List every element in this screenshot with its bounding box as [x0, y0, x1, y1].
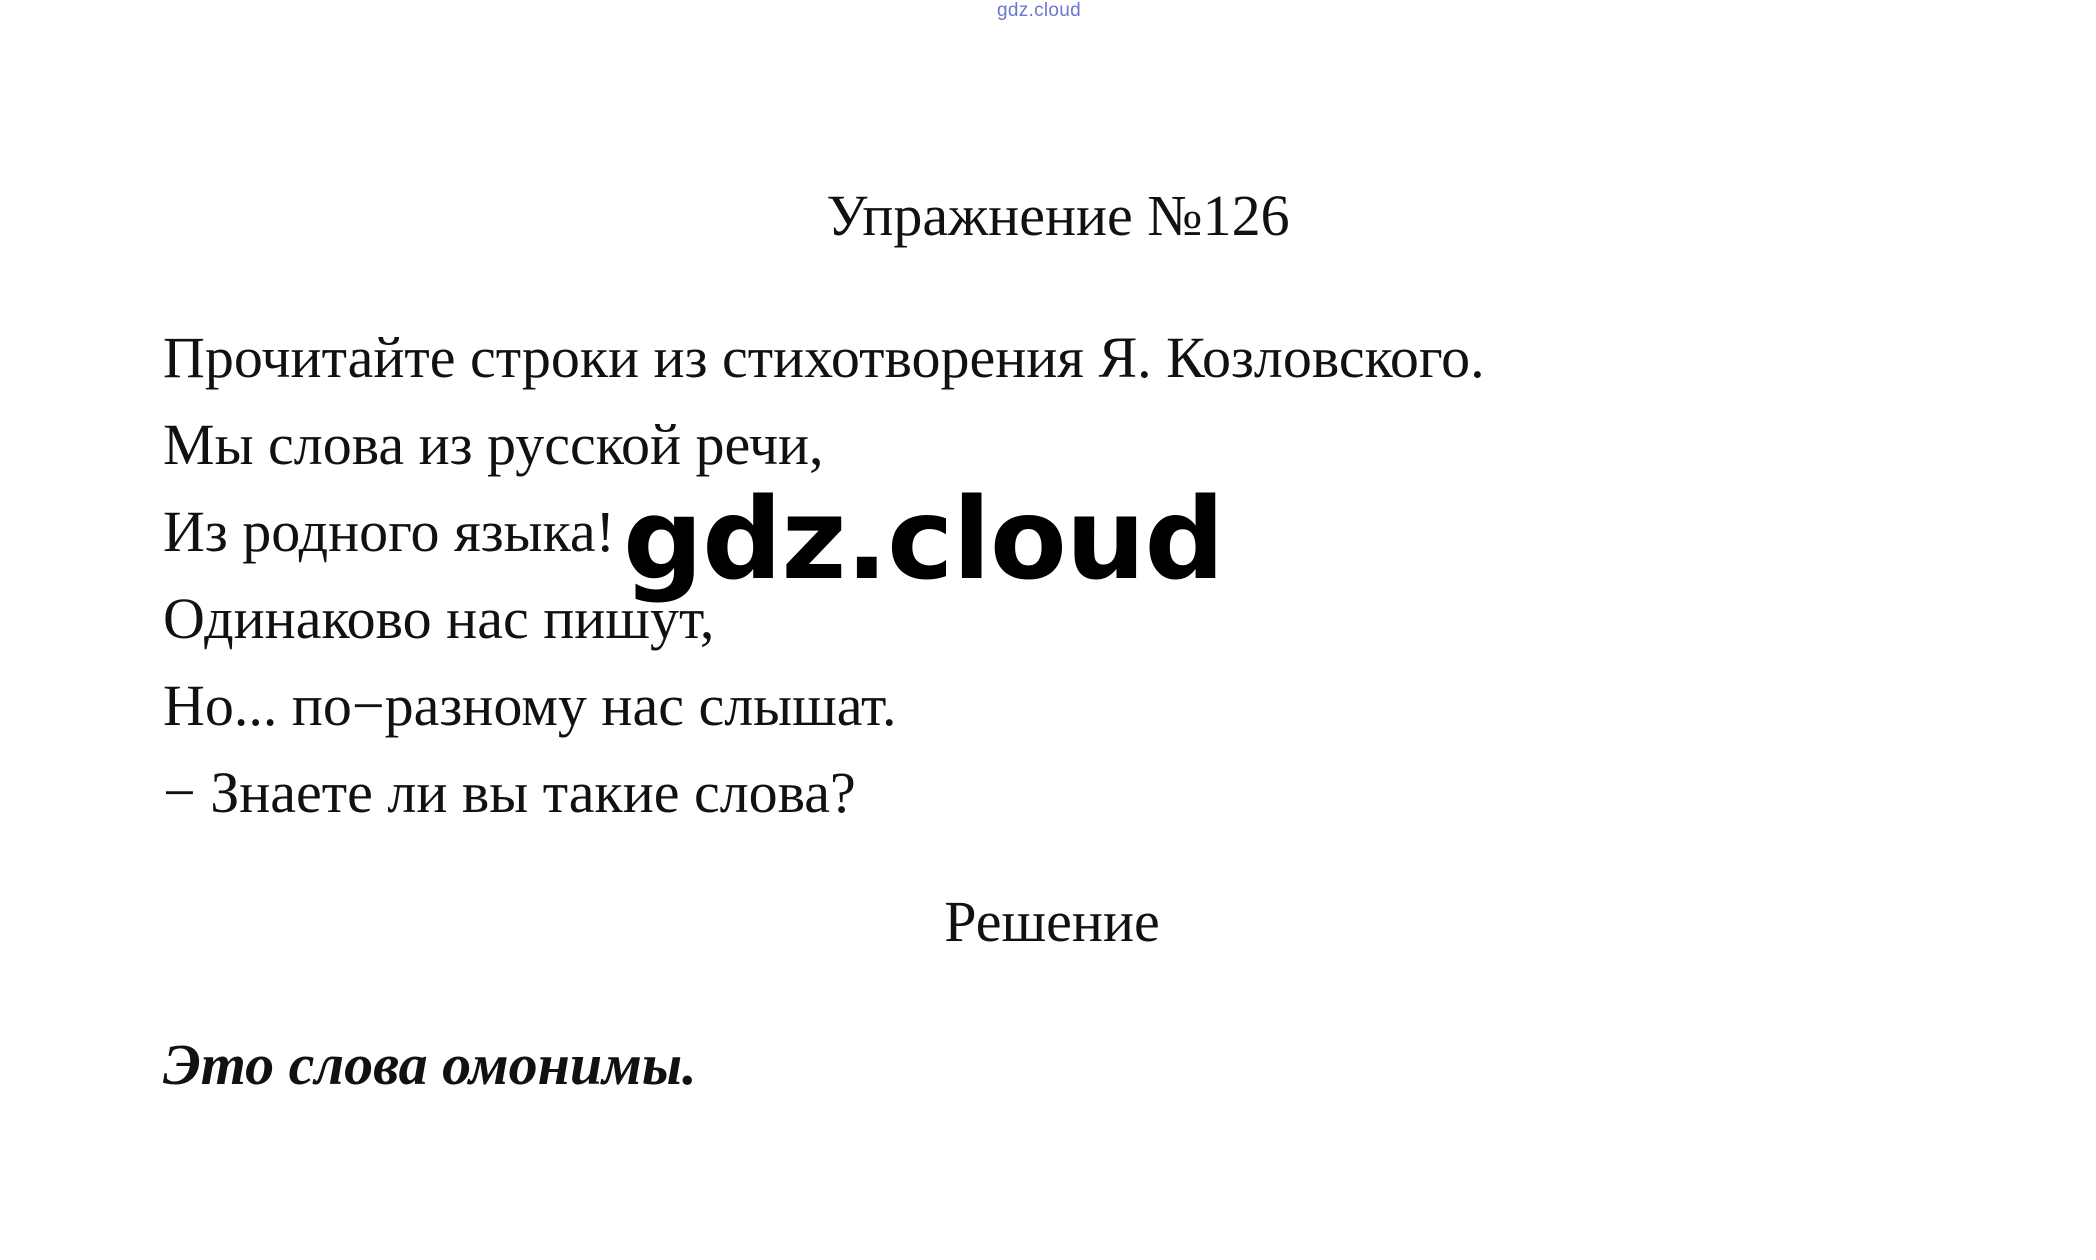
task-line: Прочитайте строки из стихотворения Я. Козловского. — [163, 325, 1485, 390]
answer-text: Это слова омонимы. — [163, 1032, 697, 1097]
poem-line: Одинаково нас пишут, — [163, 586, 715, 651]
exercise-title: Упражнение №126 — [826, 183, 1290, 248]
poem-line: Мы слова из русской речи, — [163, 412, 824, 477]
poem-line: Но... по−разному нас слышат. — [163, 673, 897, 738]
center-watermark: gdz.cloud — [623, 475, 1224, 605]
poem-line: Из родного языка! — [163, 499, 615, 564]
question-line: − Знаете ли вы такие слова? — [163, 760, 856, 825]
top-watermark: gdz.cloud — [996, 0, 1082, 21]
solution-heading: Решение — [944, 889, 1160, 954]
